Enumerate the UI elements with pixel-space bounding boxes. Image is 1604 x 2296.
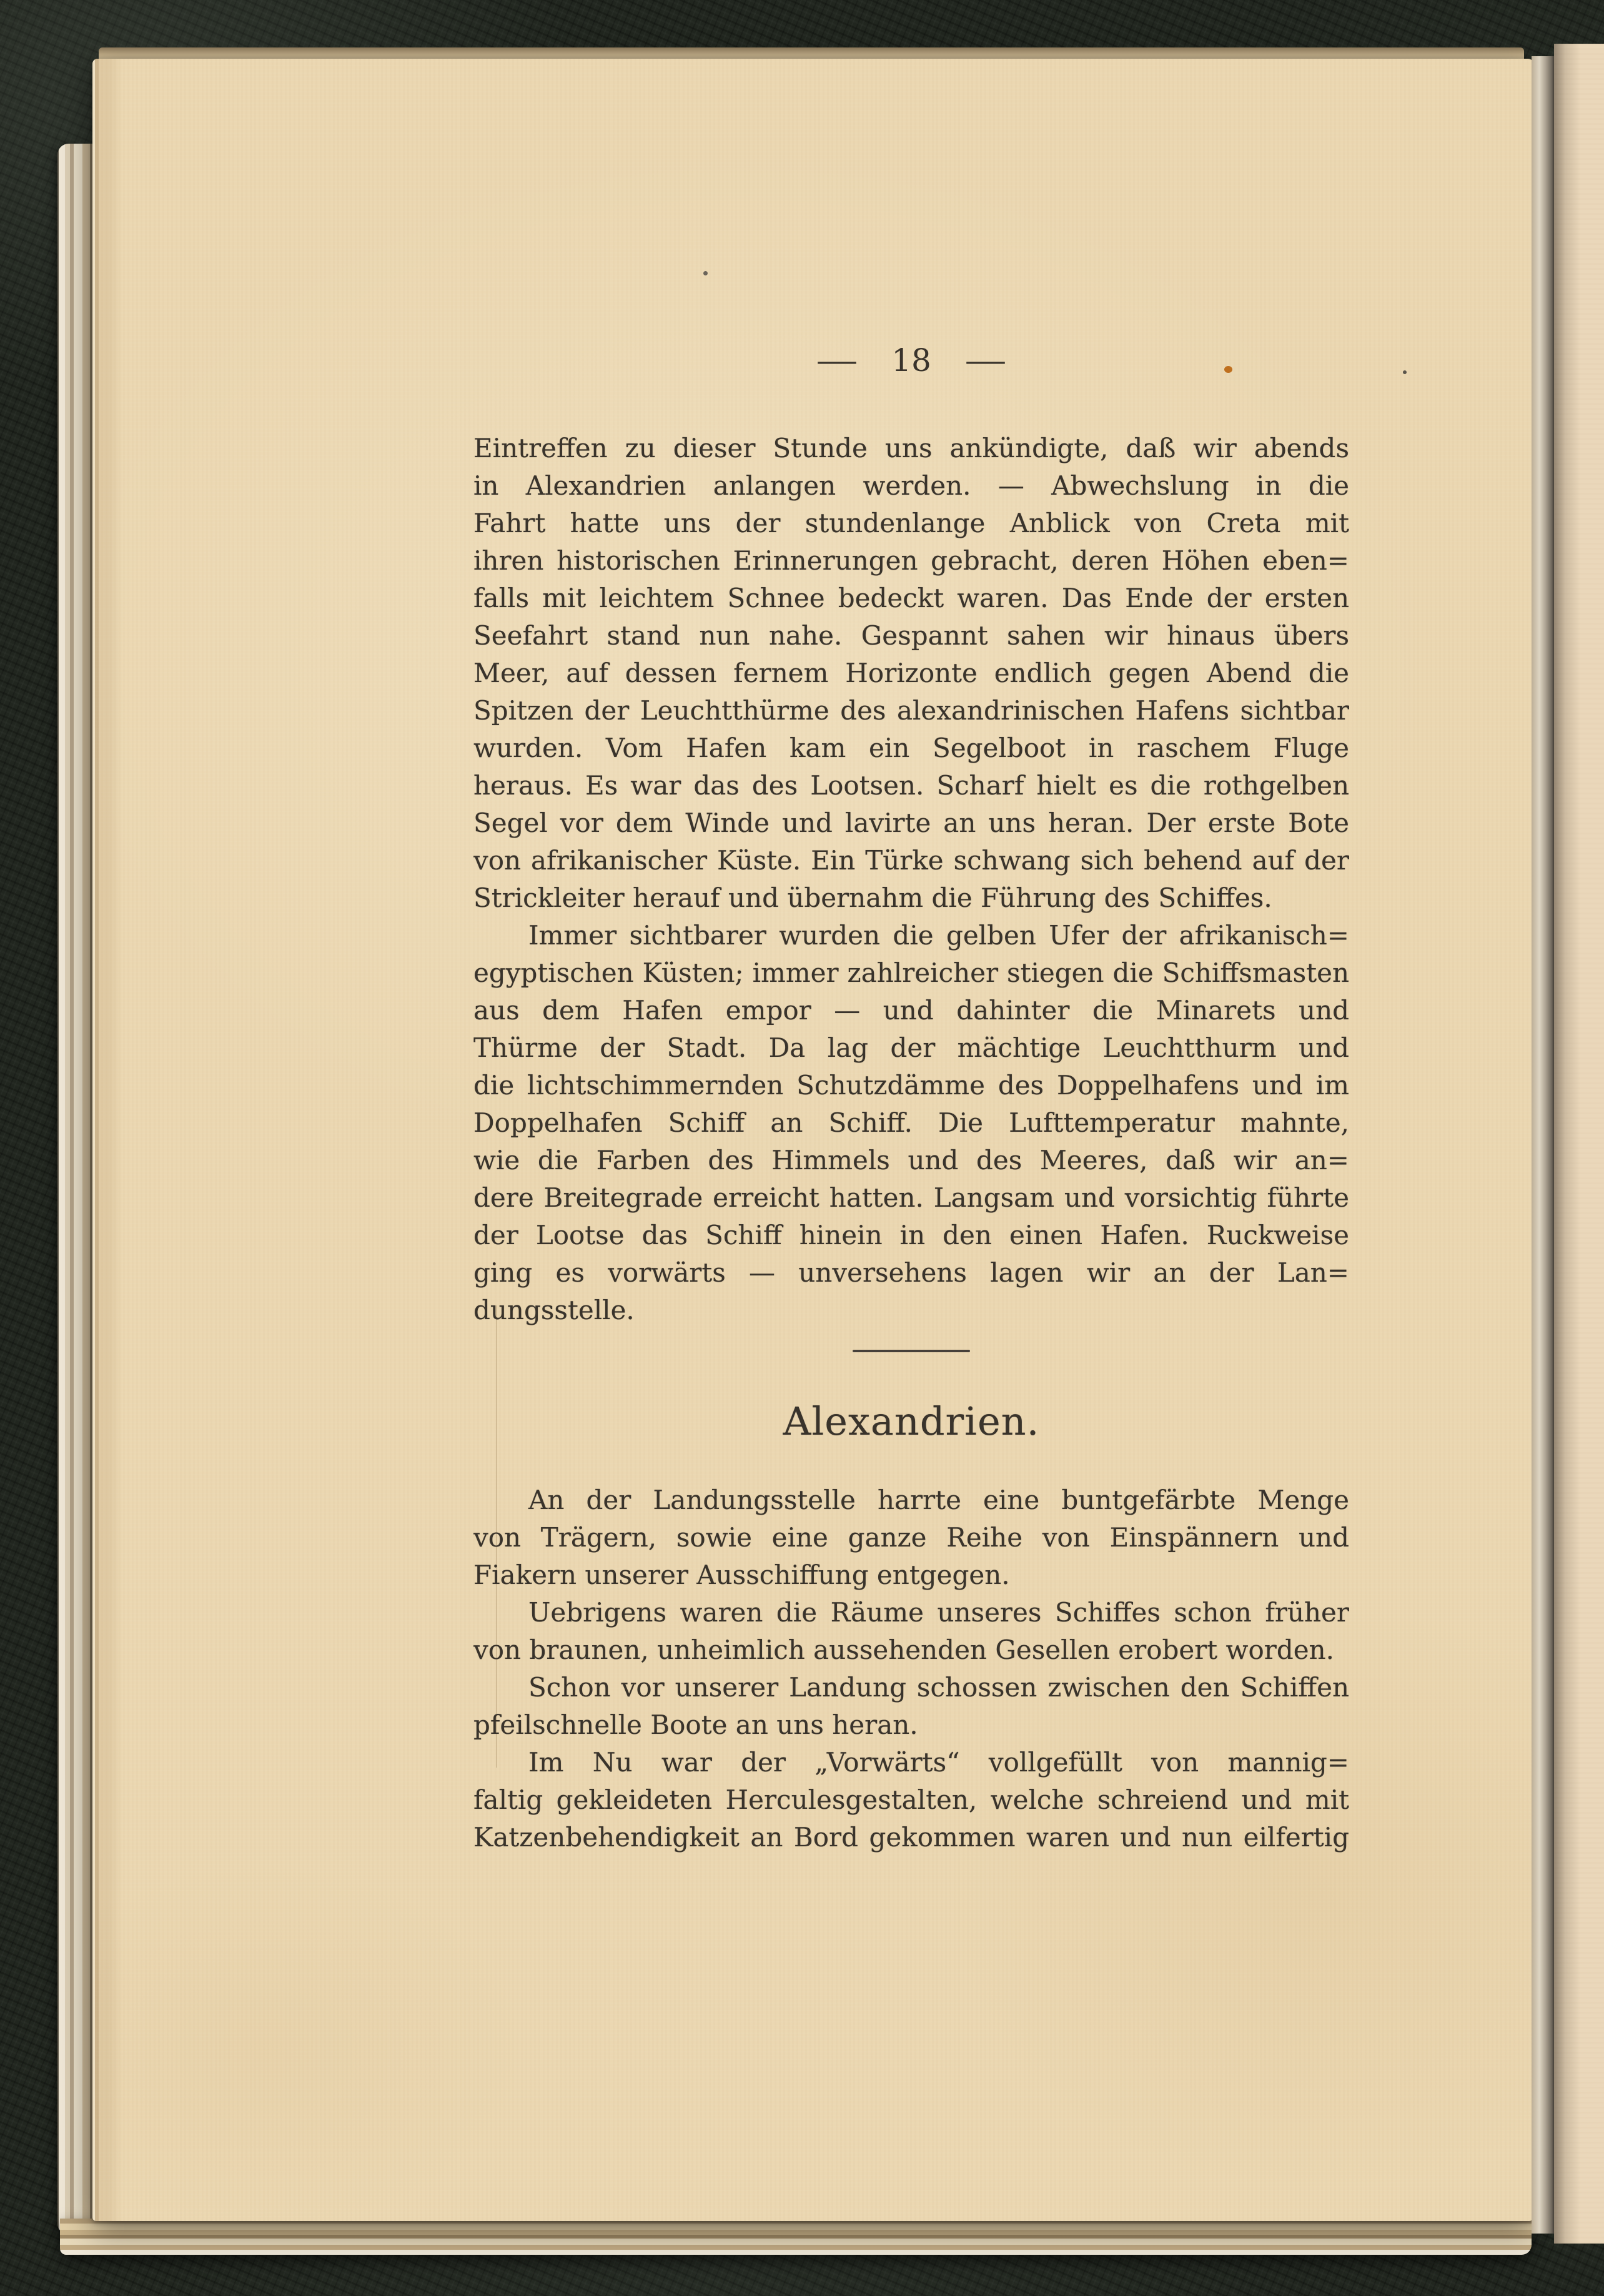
text-line: Immer sichtbarer wurden die gelben Ufer der afrikanisch=	[528, 920, 1349, 951]
paper-speck	[1403, 370, 1407, 374]
text-line: falls mit leichtem Schnee bedeckt waren. Das Ende der ersten	[473, 583, 1349, 613]
text-line: pfeilschnelle Boote an uns heran.	[473, 1710, 918, 1740]
text-line: der Lootse das Schiff hinein in den einen Hafen. Ruckweise	[473, 1220, 1349, 1250]
text-line: in Alexandrien anlangen werden. — Abwechslung in die	[473, 470, 1349, 501]
text-line: von afrikanischer Küste. Ein Türke schwang sich behend auf der	[473, 845, 1349, 876]
page-gutter-crease	[92, 59, 122, 2221]
page-edges-left-stack	[57, 144, 95, 2233]
text-line: dungsstelle.	[473, 1295, 635, 1325]
text-line: faltig gekleideten Herculesgestalten, welche schreiend und mit	[473, 1784, 1349, 1815]
page-number-dash-left: —	[816, 342, 858, 379]
text-line: Katzenbehendigkeit an Bord gekommen waren und nun eilfertig	[473, 1822, 1349, 1853]
text-line: ging es vorwärts — unversehens lagen wir an der Lan=	[473, 1257, 1349, 1288]
page-number-dash-right: —	[964, 342, 1007, 379]
page-block-bottom-edge	[60, 2219, 1532, 2255]
text-line: von braunen, unheimlich aussehenden Gesellen erobert worden.	[473, 1635, 1334, 1665]
text-line: Strickleiter herauf und übernahm die Führung des Schiffes.	[473, 883, 1272, 913]
text-line: Doppelhafen Schiff an Schiff. Die Lufttemperatur mahnte,	[473, 1107, 1349, 1138]
text-line: dere Breitegrade erreicht hatten. Langsam und vorsichtig führte	[473, 1182, 1349, 1213]
text-line: von Trägern, sowie eine ganze Reihe von Einspännern und	[473, 1522, 1349, 1553]
page-number: 18	[891, 342, 931, 379]
body-text-after-heading	[473, 1482, 1349, 1856]
text-line: An der Landungsstelle harrte eine buntgefärbte Menge	[528, 1485, 1349, 1515]
text-line: Eintreffen zu dieser Stunde uns ankündigte, daß wir abends	[473, 433, 1349, 463]
text-line: Meer, auf dessen fernem Horizonte endlich gegen Abend die	[473, 658, 1349, 688]
section-divider-rule	[853, 1350, 970, 1352]
text-line: Im Nu war der „Vorwärts“ vollgefüllt von mannig=	[528, 1747, 1349, 1778]
text-line: Uebrigens waren die Räume unseres Schiffes schon früher	[528, 1597, 1349, 1628]
section-heading: Alexandrien.	[783, 1398, 1040, 1444]
text-line: Thürme der Stadt. Da lag der mächtige Leuchtthurm und	[473, 1032, 1349, 1063]
adjacent-page-edge	[1554, 44, 1604, 2244]
text-line: Segel vor dem Winde und lavirte an uns heran. Der erste Bote	[473, 808, 1349, 838]
text-line: egyptischen Küsten; immer zahlreicher stiegen die Schiffsmasten	[473, 957, 1349, 988]
paper-speck	[703, 271, 708, 275]
text-line: die lichtschimmernden Schutzdämme des Doppelhafens und im	[473, 1070, 1349, 1101]
text-line: wurden. Vom Hafen kam ein Segelboot in raschem Fluge	[473, 733, 1349, 763]
text-line: aus dem Hafen empor — und dahinter die Minarets und	[473, 995, 1349, 1026]
text-line: Fahrt hatte uns der stundenlange Anblick von Creta mit	[473, 508, 1349, 538]
body-text-before-heading	[473, 430, 1349, 1329]
text-line: ihren historischen Erinnerungen gebracht, deren Höhen eben=	[473, 545, 1349, 576]
page-number-row	[473, 343, 1349, 378]
text-line: Schon vor unserer Landung schossen zwischen den Schiffen	[528, 1672, 1349, 1703]
text-line: wie die Farben des Himmels und des Meeres, daß wir an=	[473, 1145, 1349, 1175]
page-fore-edge	[1532, 56, 1554, 2234]
text-line: heraus. Es war das des Lootsen. Scharf hielt es die rothgelben	[473, 770, 1349, 801]
text-line: Fiakern unserer Ausschiffung entgegen.	[473, 1560, 1010, 1590]
text-line: Seefahrt stand nun nahe. Gespannt sahen wir hinaus übers	[473, 620, 1349, 651]
text-line: Spitzen der Leuchtthürme des alexandrinischen Hafens sichtbar	[473, 695, 1349, 726]
